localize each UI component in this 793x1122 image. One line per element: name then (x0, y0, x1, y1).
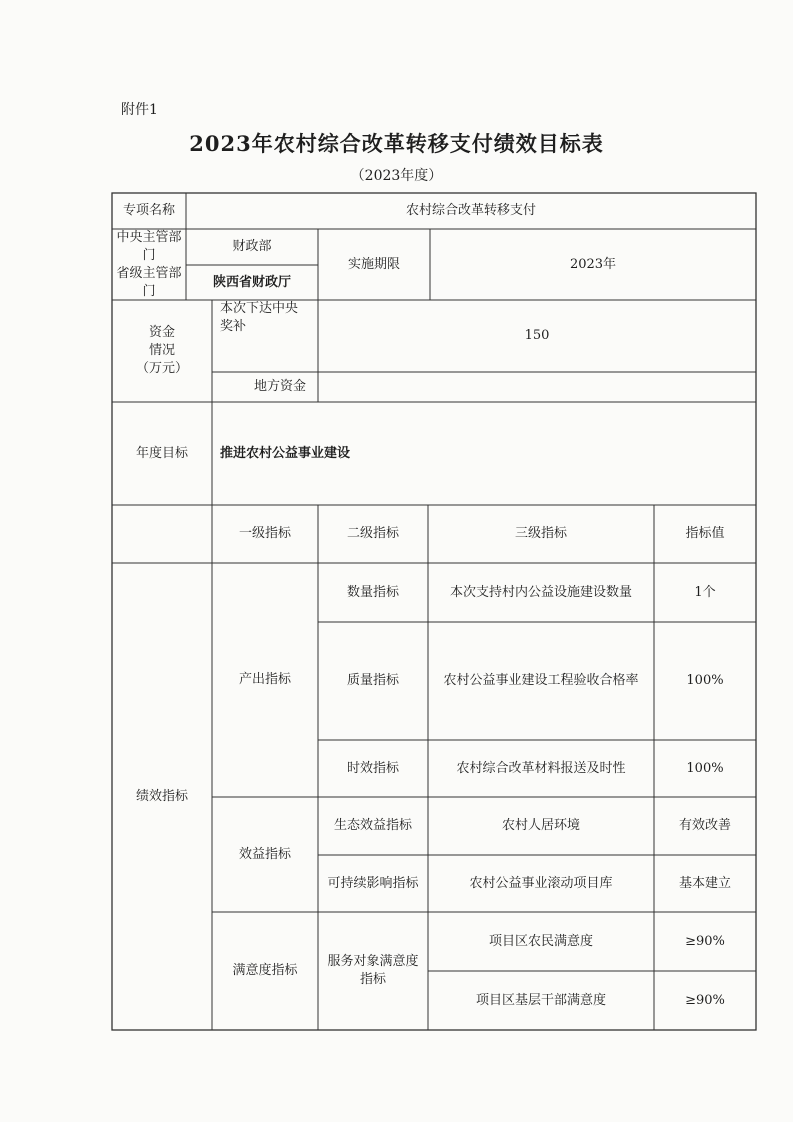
row-value: ≥90% (685, 933, 725, 949)
page-title: 2023年农村综合改革转移支付绩效目标表 (189, 131, 604, 156)
attachment-label: 附件1 (121, 102, 158, 118)
row-value: 有效改善 (678, 818, 731, 833)
central-funding-value: 150 (524, 328, 550, 343)
group-satisfaction: 满意度指标 (232, 963, 298, 978)
header-value: 指标值 (685, 526, 725, 541)
row-level2: 时效指标 (346, 760, 399, 776)
project-label: 专项名称 (122, 203, 175, 218)
project-value: 农村综合改革转移支付 (405, 203, 536, 218)
group-benefit: 效益指标 (238, 846, 291, 862)
row-level3: 农村公益事业建设工程验收合格率 (443, 673, 639, 688)
row-level3: 项目区农民满意度 (488, 933, 593, 949)
row-level2: 生态效益指标 (333, 818, 412, 833)
header-level1: 一级指标 (238, 526, 291, 541)
funding-label-line1: 资金 (148, 325, 175, 340)
local-funding-label: 地方资金 (253, 379, 306, 394)
row-value: 100% (686, 760, 724, 776)
provincial-dept-label: 省级主管部门 (116, 265, 182, 299)
local-funding-value (318, 372, 756, 402)
central-dept-label: 中央主管部门 (116, 230, 182, 263)
central-funding-label-line2: 奖补 (220, 319, 247, 334)
row-level3: 项目区基层干部满意度 (475, 992, 606, 1008)
satisfaction-level2-line1: 服务对象满意度 (327, 954, 419, 969)
row-level3: 农村人居环境 (501, 818, 580, 833)
row-value: 100% (686, 673, 724, 688)
header-level2: 二级指标 (346, 526, 399, 541)
central-dept-value: 财政部 (232, 239, 272, 254)
central-funding-label (212, 300, 318, 372)
funding-label (112, 300, 212, 402)
row-level3: 农村综合改革材料报送及时性 (456, 760, 626, 776)
period-value: 2023年 (569, 256, 617, 272)
year-note: （2023年度） (350, 168, 443, 184)
row-value: 基本建立 (678, 875, 731, 891)
row-level2: 可持续影响指标 (327, 875, 419, 891)
row-value: ≥90% (685, 992, 725, 1008)
central-funding-label-line1: 本次下达中央 (220, 301, 299, 316)
row-value: 1个 (694, 584, 716, 600)
funding-label-line2: 情况 (148, 343, 175, 358)
annual-goal-value: 推进农村公益事业建设 (220, 445, 351, 461)
funding-label-line3: （万元） (135, 361, 188, 376)
header-level3: 三级指标 (514, 526, 567, 541)
performance-label: 绩效指标 (135, 788, 188, 804)
row-level2: 质量指标 (346, 673, 399, 688)
satisfaction-level2 (318, 912, 428, 1030)
annual-goal-label: 年度目标 (135, 445, 188, 461)
group-output: 产出指标 (238, 672, 291, 687)
row-level3: 农村公益事业滚动项目库 (469, 875, 613, 891)
row-level3: 本次支持村内公益设施建设数量 (449, 584, 632, 600)
satisfaction-level2-line2: 指标 (359, 972, 386, 987)
period-label: 实施期限 (347, 256, 400, 272)
provincial-dept-value: 陕西省财政厅 (212, 274, 291, 290)
row-level2: 数量指标 (346, 584, 399, 600)
